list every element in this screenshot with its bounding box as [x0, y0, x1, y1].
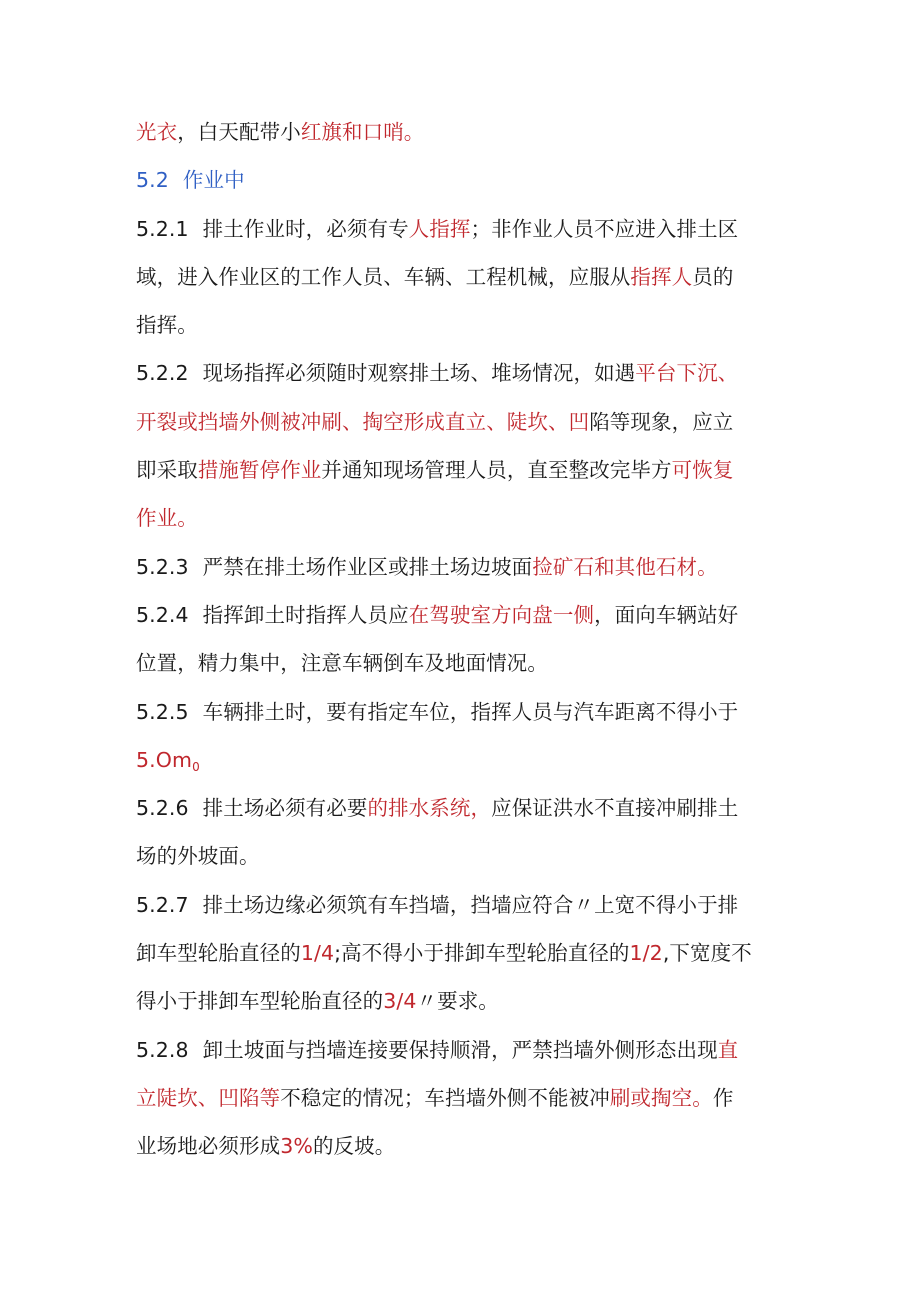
text-line	[136, 253, 786, 301]
text-segment: 5.2.7	[136, 892, 189, 917]
text-line	[136, 349, 786, 397]
text-line	[136, 543, 786, 591]
text-segment: 直	[717, 1037, 739, 1062]
text-segment: 车辆排土时，要有指定车位，指挥人员与汽车距离不得小于	[202, 699, 739, 724]
text-line	[136, 446, 786, 494]
text-segment: 5.2.8	[136, 1037, 189, 1062]
text-segment: 平台下沉、	[635, 361, 739, 386]
text-segment: 开裂或挡墙外侧被冲刷、掏空形成直立、陡坎、凹	[136, 409, 590, 434]
text-segment: 作业中	[182, 168, 245, 193]
text-segment: 排土场边缘必须筑有车挡墙，挡墙应符合〃上宽不得小于排	[202, 892, 739, 917]
text-segment: 员的	[692, 264, 734, 289]
text-segment: 排土作业时，必须有专	[202, 216, 409, 241]
text-line	[136, 881, 786, 929]
text-segment: ；非作业人员不应进入排土区	[470, 216, 739, 241]
text-segment: 并通知现场管理人员，直至整改完毕方	[321, 458, 672, 483]
text-segment: 红旗和口哨。	[300, 120, 425, 144]
text-segment: 1/4	[300, 941, 335, 966]
text-segment: 排土场必须有必要	[202, 796, 368, 821]
text-segment: 立陡坎、凹陷等	[136, 1085, 281, 1110]
text-line	[136, 301, 786, 349]
text-segment: 在驾驶室方向盘一侧	[408, 602, 595, 627]
text-segment: 场的外坡面。	[136, 844, 260, 869]
text-segment: 得小于排卸车型轮胎直径的	[136, 989, 384, 1014]
text-line	[136, 1026, 786, 1074]
text-segment: 〃要求。	[416, 989, 499, 1014]
text-segment: 的排水系统，	[367, 796, 492, 821]
text-line	[136, 832, 786, 880]
text-line	[136, 108, 786, 156]
document-body	[136, 108, 786, 1171]
text-segment: 卸车型轮胎直径的	[136, 941, 301, 966]
text-segment: 3/4	[383, 989, 417, 1014]
text-segment: 5.Om	[136, 747, 193, 772]
text-segment: 陷等现象，应立	[589, 409, 734, 434]
text-segment: 捡矿石和其他石材。	[532, 554, 718, 579]
text-line	[136, 639, 786, 687]
text-line	[136, 398, 786, 446]
text-segment: ;高不得小于排卸车型轮胎直径的	[334, 941, 630, 966]
text-line	[136, 688, 786, 736]
text-line	[136, 736, 786, 784]
document-page	[136, 108, 786, 1171]
text-segment: 作业。	[136, 506, 198, 531]
text-segment: 5.2.1	[136, 216, 189, 241]
text-segment: 位置，精力集中，注意车辆倒车及地面情况。	[136, 651, 548, 676]
text-segment: ，面向车辆站好	[594, 602, 739, 627]
text-line	[136, 929, 786, 977]
text-segment: 1/2	[629, 941, 663, 966]
text-segment: 光衣	[136, 120, 178, 144]
text-segment: 应保证洪水不直接冲刷排土	[491, 796, 739, 821]
text-segment: 5.2	[136, 168, 169, 193]
text-line	[136, 591, 786, 639]
text-segment: ，白天配带小	[177, 120, 301, 144]
text-segment: 作	[712, 1085, 734, 1110]
text-line	[136, 1122, 786, 1170]
text-segment: 可恢复	[671, 458, 734, 483]
text-segment: 严禁在排土场作业区或排土场边坡面	[202, 554, 533, 579]
text-segment: 的反坡。	[312, 1134, 396, 1159]
text-segment: 5.2.6	[136, 796, 189, 821]
text-segment: 现场指挥必须随时观察排土场、堆场情况，如遇	[202, 361, 636, 386]
text-segment: 不稳定的情况；车挡墙外侧不能被冲	[280, 1085, 610, 1110]
text-segment: 指挥卸土时指挥人员应	[202, 602, 409, 627]
text-segment: 指挥人	[630, 264, 693, 289]
text-line	[136, 1074, 786, 1122]
text-segment: ,下宽度不	[662, 941, 752, 966]
section-heading	[136, 156, 786, 204]
text-segment: 业场地必须形成	[136, 1134, 281, 1159]
text-segment: 域，进入作业区的工作人员、车辆、工程机械，应服从	[136, 264, 631, 289]
text-segment: 5.2.4	[136, 602, 189, 627]
text-segment: 措施暂停作业	[197, 458, 322, 483]
text-segment: 5.2.3	[136, 554, 189, 579]
text-segment: 5.2.5	[136, 699, 189, 724]
text-segment: 卸土坡面与挡墙连接要保持顺滑，严禁挡墙外侧形态出现	[202, 1037, 718, 1062]
text-line	[136, 784, 786, 832]
text-segment: 刷或掏空。	[609, 1085, 713, 1110]
text-segment: 指挥。	[136, 313, 198, 338]
text-line	[136, 205, 786, 253]
text-segment: 即采取	[136, 458, 198, 483]
subscript-text: 0	[192, 759, 200, 774]
text-line	[136, 494, 786, 542]
text-segment: 人指挥	[408, 216, 471, 241]
text-segment: 5.2.2	[136, 361, 189, 386]
text-segment: 3%	[280, 1134, 313, 1159]
text-line	[136, 977, 786, 1025]
